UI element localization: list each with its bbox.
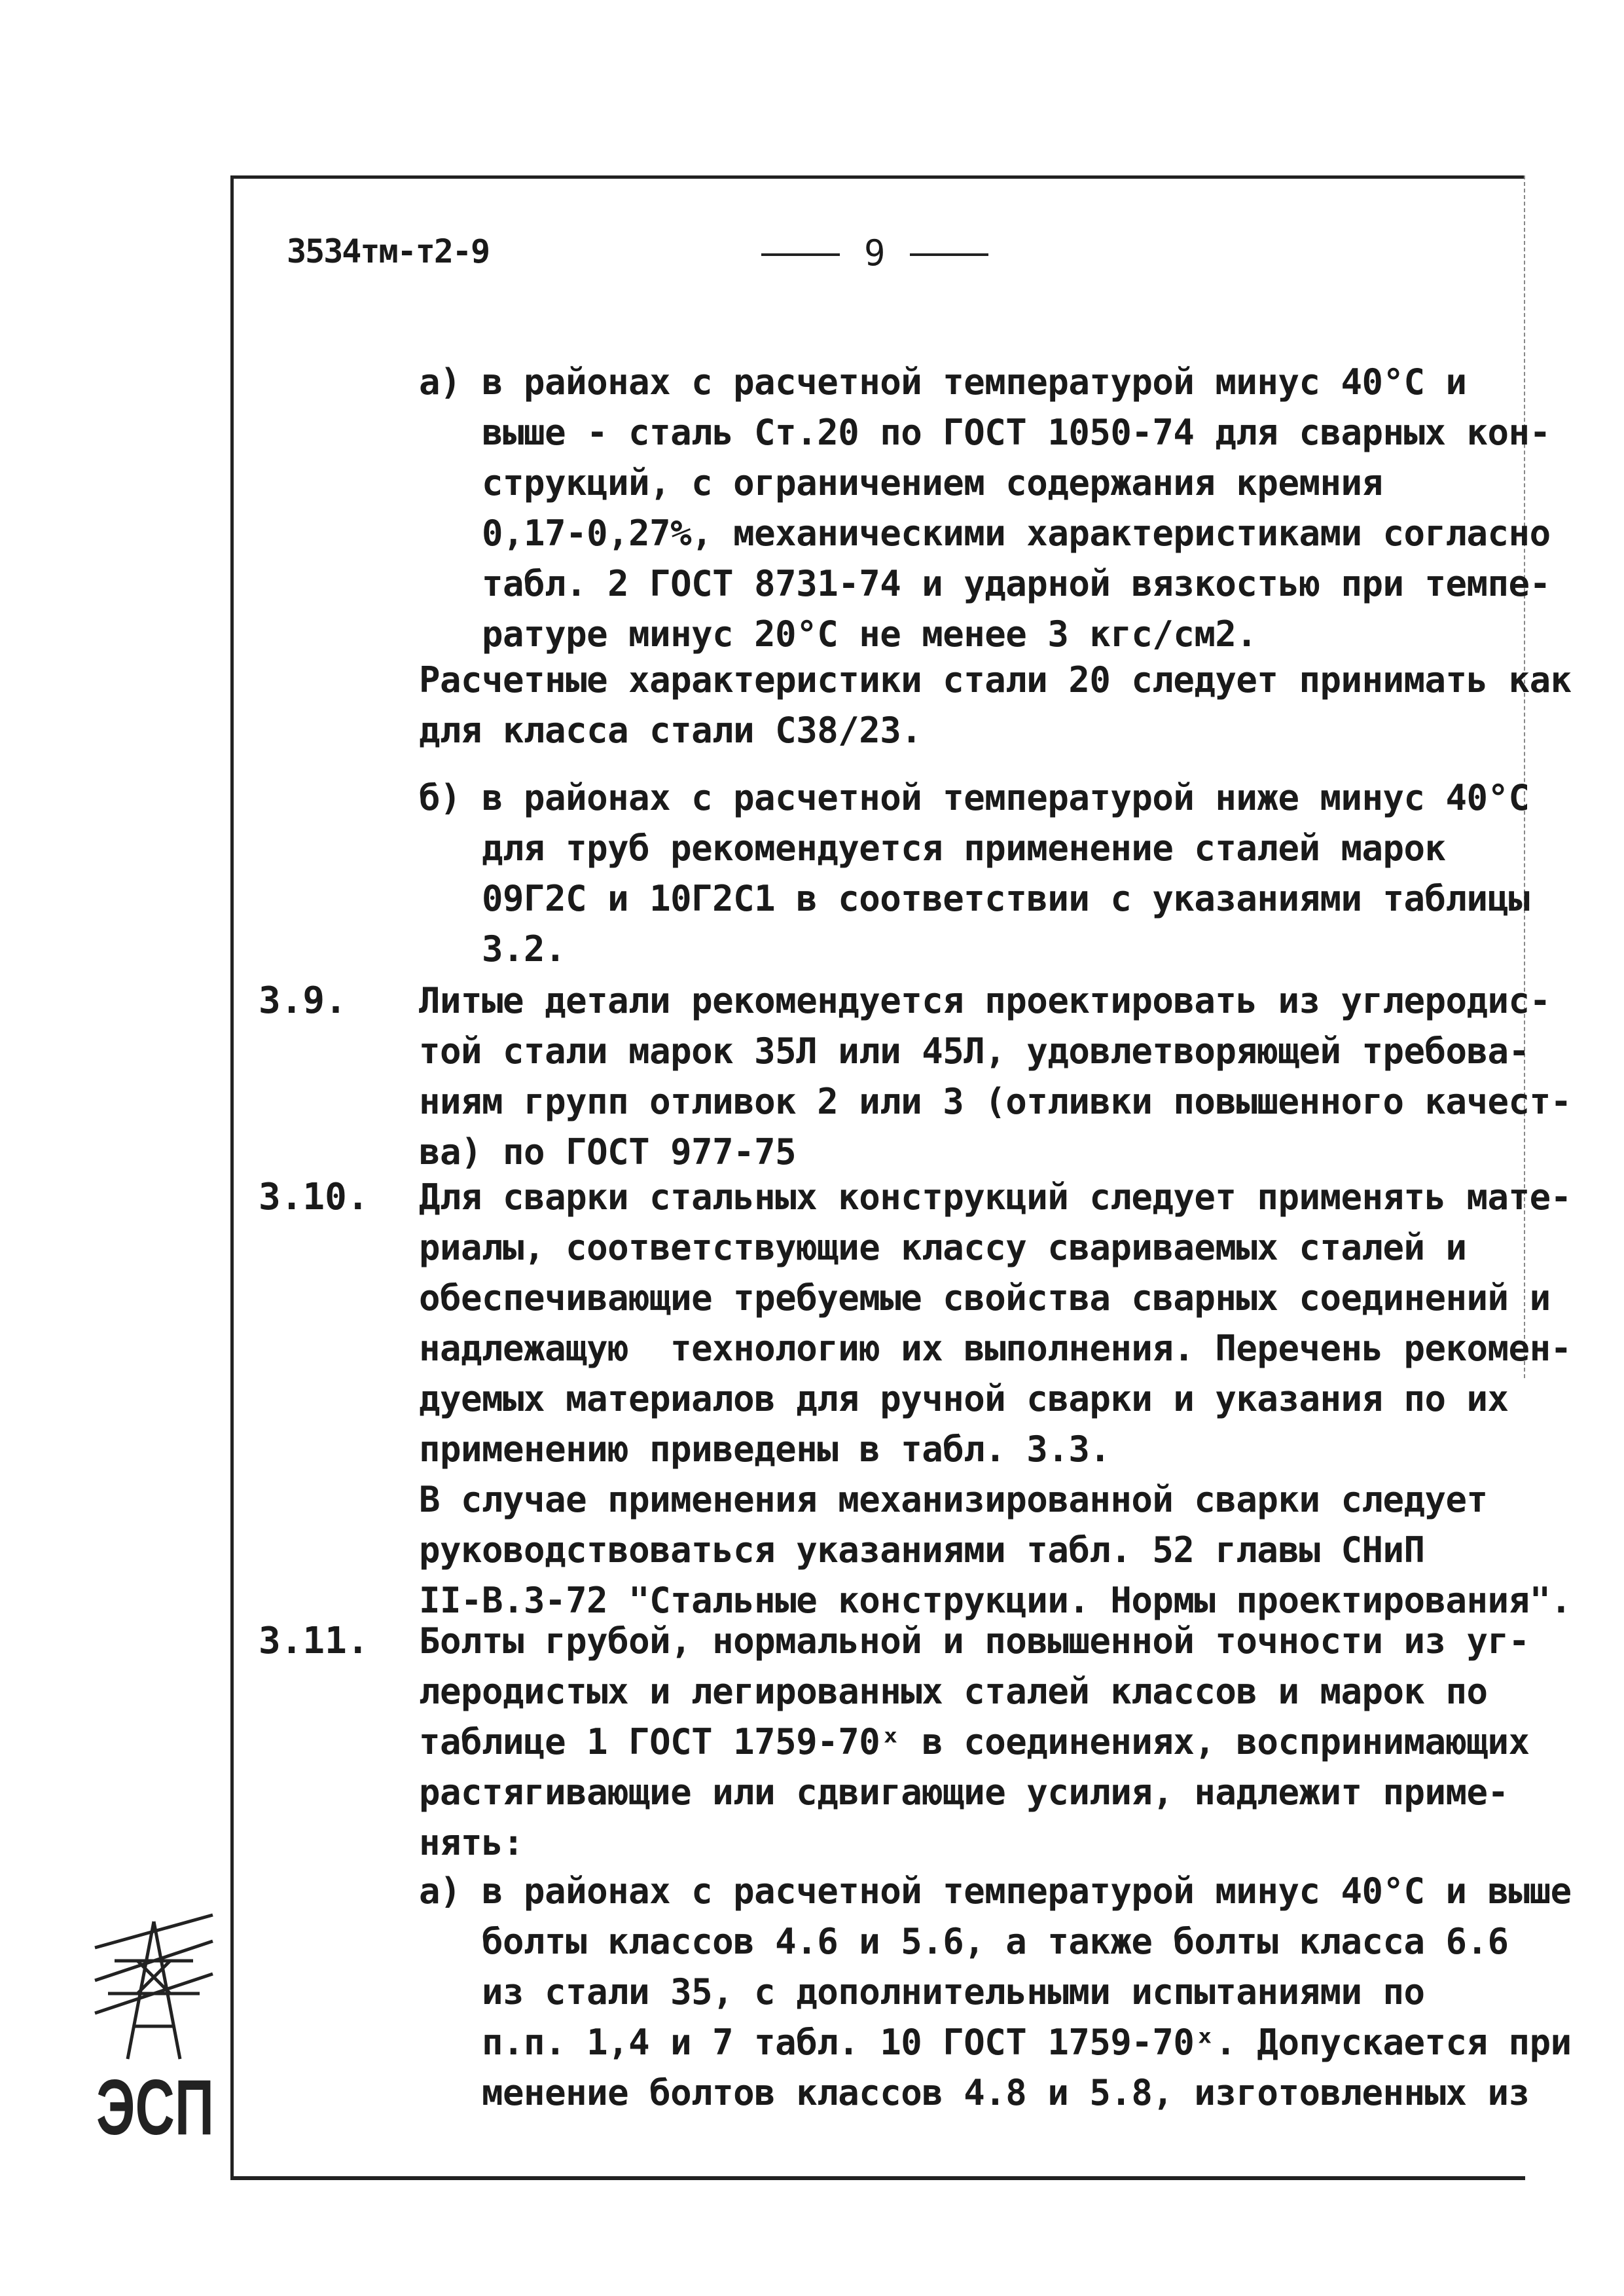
section-number-3-10: 3.10.	[259, 1176, 369, 1218]
logo-text: ЭСП	[96, 2064, 214, 2151]
paragraph-a-1: а) в районах с расчетной температурой минус 40°С и выше - сталь Ст.20 по ГОСТ 1050-74 для сварных кон- струкций, с ограничением содержания кремния 0,17-0,27%, механическими характеристиками согласно табл. 2 ГОСТ 8731-74 и ударной вязкостью при темпе- ратуре минус 20°С не менее 3 кгс/см2.	[419, 361, 1551, 655]
paragraph-b: б) в районах с расчетной температурой ниже минус 40°С для труб рекомендуется применение сталей марок 09Г2С и 10Г2С1 в соответствии с указаниями таблицы 3.2.	[419, 777, 1530, 970]
paragraph-a-2: а) в районах с расчетной температурой минус 40°С и выше болты классов 4.6 и 5.6, а также болты класса 6.6 из стали 35, с дополнительными испытаниями по п.п. 1,4 и 7 табл. 10 ГОСТ 1759-70ˣ. Допускается при менение болтов классов 4.8 и 5.8, изготовленных из	[419, 1870, 1572, 2113]
section-number-3-9: 3.9.	[259, 979, 347, 1022]
frame-left-line	[230, 175, 234, 2180]
section-3-10-text: Для сварки стальных конструкций следует применять мате- риалы, соответствующие классу свариваемых сталей и обеспечивающие требуемые свойства сварных соединений и надлежащую технологию их выполнения. Перечень рекомен- дуемых материалов для ручной сварки и указания по их применению приведены в табл. 3.3. В случае применения механизированной сварки следует руководствоваться указаниями табл. 52 главы СНиП II-В.3-72 "Стальные конструкции. Нормы проектирования".	[419, 1176, 1572, 1621]
organization-logo	[88, 1908, 219, 2157]
section-number-3-11: 3.11.	[259, 1620, 369, 1662]
frame-bottom-line	[230, 2176, 1525, 2180]
document-code: 3534тм-т2-9	[287, 232, 490, 270]
page-number: 9	[864, 232, 886, 274]
paragraph-calc: Расчетные характеристики стали 20 следует принимать как для класса стали С38/23.	[419, 659, 1572, 751]
section-3-9-text: Литые детали рекомендуется проектировать из углеродис- той стали марок 35Л или 45Л, удовлетворяющей требова- ниям групп отливок 2 или 3 (отливки повышенного качест- ва) по ГОСТ 977-75	[419, 980, 1572, 1173]
power-tower-icon	[88, 1908, 219, 2157]
section-3-11-text: Болты грубой, нормальной и повышенной точности из уг- леродистых и легированных сталей классов и марок по таблице 1 ГОСТ 1759-70ˣ в соединениях, воспринимающих растягивающие или сдвигающие усилия, надлежит приме- нять:	[419, 1620, 1530, 1863]
frame-top-line	[230, 175, 1525, 179]
